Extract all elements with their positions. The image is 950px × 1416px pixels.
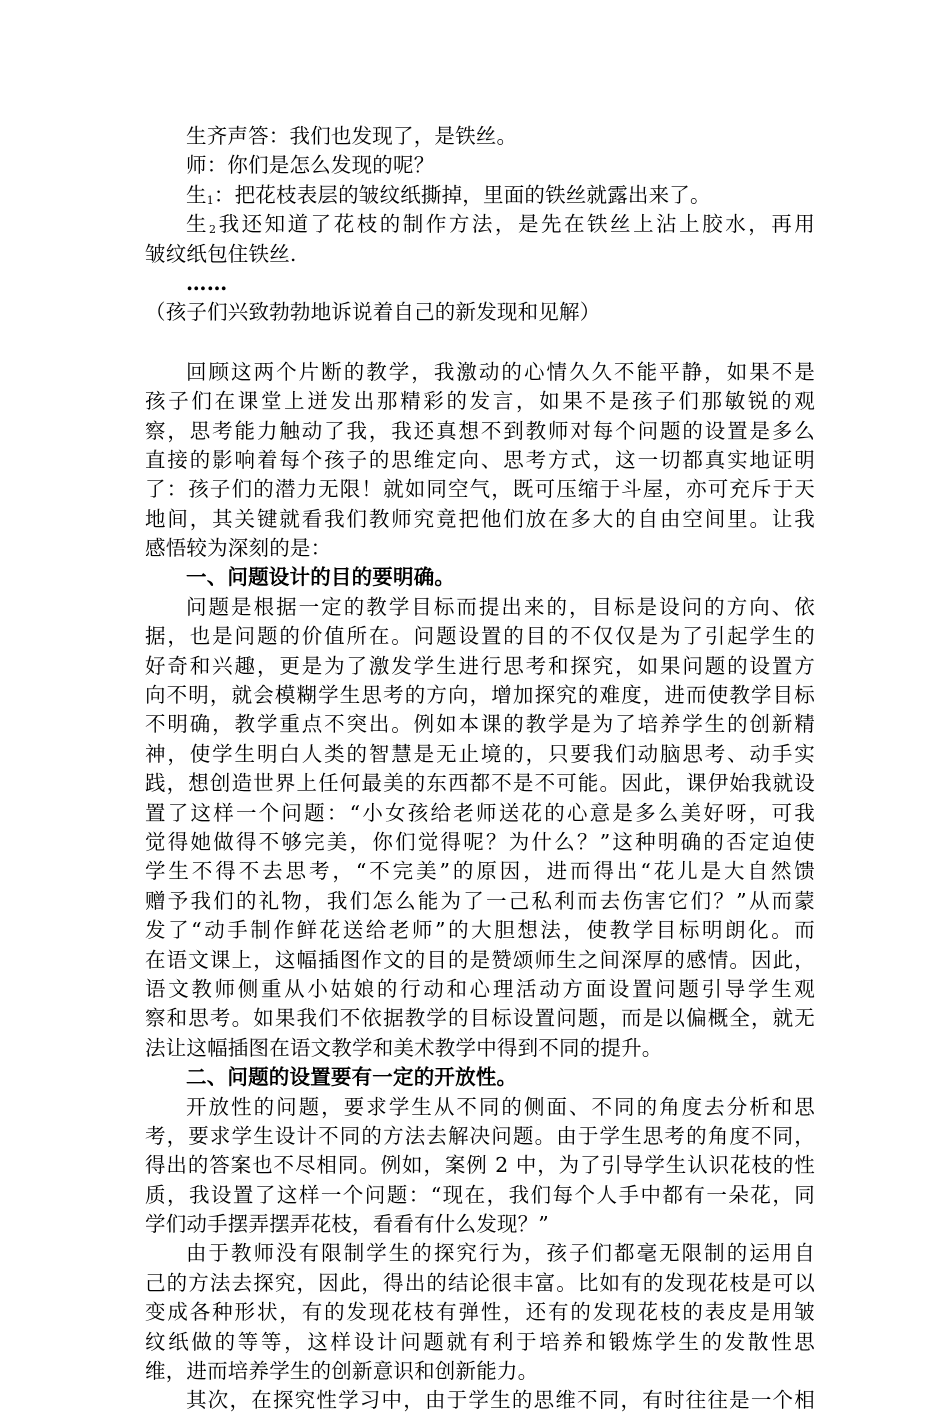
paragraph-line: 由于教师没有限制学生的探究行为，孩子们都毫无限制的运用自 [186, 1241, 815, 1266]
dialogue-line: 师：你们是怎么发现的呢？ [186, 153, 435, 178]
paragraph-line: 法让这幅插图在语文教学和美术教学中得到不同的提升。 [145, 1035, 663, 1060]
section-body [145, 593, 815, 1063]
speaker-label: 生 [186, 212, 210, 237]
dialogue-line [145, 210, 815, 239]
paragraph-line: 问题是根据一定的教学目标而提出来的，目标是设问的方向、依 [186, 594, 815, 619]
dialogue-line [145, 181, 815, 210]
paragraph-line: 得出的答案也不尽相同。例如，案例 2 中，为了引导学生认识花枝的性 [145, 1153, 815, 1178]
section-heading: 二、问题的设置要有一定的开放性。 [186, 1065, 518, 1090]
paragraph-line: 置了这样一个问题：“小女孩给老师送花的心意是多么美好呀，可我 [145, 800, 815, 825]
paragraph-line: 孩子们在课堂上迸发出那精彩的发言，如果不是孩子们那敏锐的观 [145, 389, 815, 414]
paragraph-line: 感悟较为深刻的是： [145, 536, 332, 561]
paragraph-line: 察和思考。如果我们不依据教学的目标设置问题，而是以偏概全，就无 [145, 1006, 815, 1031]
document-page [145, 122, 815, 1416]
dialogue-line: 生齐声答：我们也发现了，是铁丝。 [186, 124, 518, 148]
paragraph-line: 据，也是问题的价值所在。问题设置的目的不仅仅是为了引起学生的 [145, 624, 815, 649]
paragraph-line: 维，进而培养学生的创新意识和创新能力。 [145, 1359, 539, 1384]
section-body [145, 1093, 815, 1240]
paragraph-line: 地间，其关键就看我们教师究竟把他们放在多大的自由空间里。让我 [145, 506, 815, 531]
dialogue-text: ：把花枝表层的皱纹纸撕掉，里面的铁丝就露出来了。 [213, 182, 711, 207]
paragraph-line: 变成各种形状，有的发现花枝有弹性，还有的发现花枝的表皮是用皱 [145, 1300, 815, 1325]
paragraph-line: 觉得她做得不够完美，你们觉得呢？为什么？”这种明确的否定迫使 [145, 829, 815, 854]
section-body [145, 1386, 815, 1415]
reflection-paragraph [145, 358, 815, 564]
paragraph-line: 神，使学生明白人类的智慧是无止境的，只要我们动脑思考、动手实 [145, 741, 815, 766]
section-heading: 一、问题设计的目的要明确。 [186, 565, 456, 590]
paragraph-line: 好奇和兴趣，更是为了激发学生进行思考和探究，如果问题的设置方 [145, 653, 815, 678]
dialogue-line: 皱纹纸包住铁丝. [145, 241, 297, 266]
paragraph-line: 考，要求学生设计不同的方法去解决问题。由于学生思考的角度不同， [145, 1123, 815, 1148]
paragraph-line: 其次，在探究性学习中，由于学生的思维不同，有时往往是一个相 [186, 1388, 815, 1413]
stage-note: （孩子们兴致勃勃地诉说着自己的新发现和见解） [145, 300, 601, 325]
paragraph-line: 己的方法去探究，因此，得出的结论很丰富。比如有的发现花枝是可以 [145, 1270, 815, 1295]
paragraph-line: 践，想创造世界上任何最美的东西都不是不可能。因此，课伊始我就设 [145, 771, 815, 796]
paragraph-line: 了：孩子们的潜力无限！就如同空气，既可压缩于斗屋，亦可充斥于天 [145, 477, 815, 502]
ellipsis: …… [186, 270, 228, 295]
paragraph-line: 在语文课上，这幅插图作文的目的是赞颂师生之间深厚的感情。因此， [145, 947, 815, 972]
paragraph-line: 赠予我们的礼物，我们怎么能为了一己私利而去伤害它们？”从而蒙 [145, 888, 815, 913]
dialogue-text: 我还知道了花枝的制作方法，是先在铁丝上沾上胶水，再用 [216, 212, 815, 237]
paragraph-line: 回顾这两个片断的教学，我激动的心情久久不能平静，如果不是 [186, 359, 815, 384]
paragraph-line: 察，思考能力触动了我，我还真想不到教师对每个问题的设置是多么 [145, 418, 815, 443]
paragraph-gap [145, 328, 815, 358]
paragraph-line: 发了“动手制作鲜花送给老师”的大胆想法，使教学目标明朗化。而 [145, 918, 815, 943]
section-body [145, 1239, 815, 1386]
speaker-subscript: 2 [209, 223, 217, 237]
paragraph-line: 开放性的问题，要求学生从不同的侧面、不同的角度去分析和思 [186, 1094, 815, 1119]
paragraph-line: 向不明，就会模糊学生思考的方向，增加探究的难度，进而使教学目标 [145, 683, 815, 708]
speaker-subscript: 1 [206, 193, 214, 207]
speaker-label: 生 [186, 182, 207, 207]
paragraph-line: 语文教师侧重从小姑娘的行动和心理活动方面设置问题引导学生观 [145, 976, 815, 1001]
paragraph-line: 纹纸做的等等，这样设计问题就有利于培养和锻炼学生的发散性思 [145, 1329, 815, 1354]
paragraph-line: 质，我设置了这样一个问题：“现在，我们每个人手中都有一朵花，同 [145, 1182, 815, 1207]
paragraph-line: 不明确，教学重点不突出。例如本课的教学是为了培养学生的创新精 [145, 712, 815, 737]
paragraph-line: 直接的影响着每个孩子的思维定向、思考方式，这一切都真实地证明 [145, 447, 815, 472]
paragraph-line: 学生不得不去思考，“不完美”的原因，进而得出“花儿是大自然馈 [145, 859, 815, 884]
paragraph-line: 学们动手摆弄摆弄花枝，看看有什么发现？” [145, 1212, 549, 1237]
